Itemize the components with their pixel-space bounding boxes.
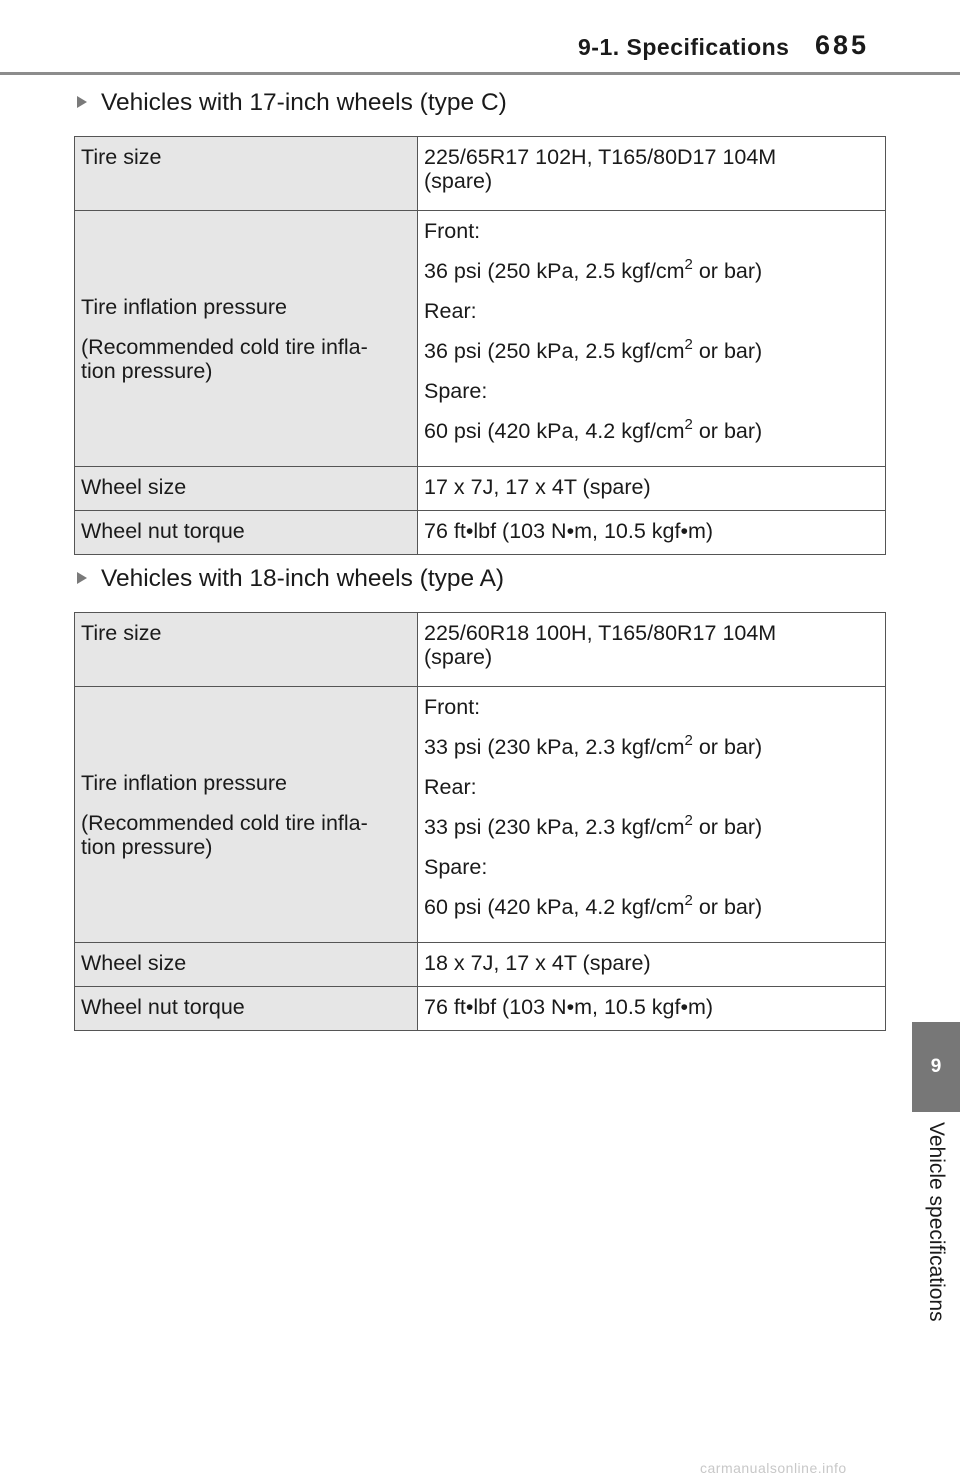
bullet-arrow-icon bbox=[77, 572, 87, 584]
table-row-wheel-nut-torque bbox=[75, 987, 886, 1031]
spare-pressure-value: 60 psi (420 kPa, 4.2 kgf/$cm^2$ or bar) bbox=[424, 416, 763, 443]
section-heading-18-inch: Vehicles with 18-inch wheels (type A) bbox=[77, 564, 504, 594]
torque-label-cell: Wheel nut torque bbox=[75, 987, 418, 1031]
wheel-size-value-cell: 18 x 7J, 17 x 4T (spare) bbox=[418, 943, 886, 987]
spec-table-17-inch bbox=[74, 136, 886, 555]
wheel-size-label-cell: Wheel size bbox=[75, 467, 418, 511]
tire-size-value-cell: 225/60R18 100H, T165/80R17 104M (spare) bbox=[418, 613, 886, 687]
tire-size-value-cell: 225/65R17 102H, T165/80D17 104M (spare) bbox=[418, 137, 886, 211]
chapter-label: Vehicle specifications bbox=[925, 1122, 948, 1322]
tire-size-label-cell: Tire size bbox=[75, 613, 418, 687]
torque-value-cell: 76 ft•lbf (103 N•m, 10.5 kgf•m) bbox=[418, 511, 886, 555]
spec-table-18-inch bbox=[74, 612, 886, 1031]
pressure-label-cell: Tire inflation pressure (Recommended cold tire infla- tion pressure) bbox=[75, 687, 418, 943]
pressure-label-cell: Tire inflation pressure (Recommended cold tire infla- tion pressure) bbox=[75, 211, 418, 467]
tire-size-label-cell: Tire size bbox=[75, 137, 418, 211]
table-row-tire-size bbox=[75, 613, 886, 687]
front-pressure-value: 36 psi (250 kPa, 2.5 kgf/$cm^2$ or bar) bbox=[424, 256, 763, 283]
table-row-tire-size bbox=[75, 137, 886, 211]
wheel-size-label-cell: Wheel size bbox=[75, 943, 418, 987]
watermark: carmanualsonline.info bbox=[700, 1460, 847, 1476]
rear-pressure-value: 33 psi (230 kPa, 2.3 kgf/$cm^2$ or bar) bbox=[424, 812, 763, 839]
torque-value-cell: 76 ft•lbf (103 N•m, 10.5 kgf•m) bbox=[418, 987, 886, 1031]
page-number: 685 bbox=[815, 30, 870, 60]
wheel-size-value-cell: 17 x 7J, 17 x 4T (spare) bbox=[418, 467, 886, 511]
table-row-inflation-pressure bbox=[75, 687, 886, 943]
table-row-wheel-nut-torque bbox=[75, 511, 886, 555]
spare-pressure-value: 60 psi (420 kPa, 4.2 kgf/$cm^2$ or bar) bbox=[424, 892, 763, 919]
section-title: 9-1. Specifications bbox=[578, 34, 790, 60]
pressure-value-cell: Front: 33 psi (230 kPa, 2.3 kgf/$cm^2$ or bar) Rear: 33 psi (230 kPa, 2.3 kgf/$cm^2$ or bar) Spare: 60 psi (420 kPa, 4.2 kgf/$cm^2$ or bar) bbox=[418, 687, 886, 943]
torque-label-cell: Wheel nut torque bbox=[75, 511, 418, 555]
front-pressure-value: 33 psi (230 kPa, 2.3 kgf/$cm^2$ or bar) bbox=[424, 732, 763, 759]
table-row-wheel-size bbox=[75, 467, 886, 511]
section-heading-17-inch: Vehicles with 17-inch wheels (type C) bbox=[77, 88, 507, 118]
page-header bbox=[0, 0, 960, 76]
bullet-arrow-icon bbox=[77, 96, 87, 108]
pressure-value-cell: Front: 36 psi (250 kPa, 2.5 kgf/$cm^2$ or bar) Rear: 36 psi (250 kPa, 2.5 kgf/$cm^2$ or bar) Spare: 60 psi (420 kPa, 4.2 kgf/$cm^2$ or bar) bbox=[418, 211, 886, 467]
rear-pressure-value: 36 psi (250 kPa, 2.5 kgf/$cm^2$ or bar) bbox=[424, 336, 763, 363]
chapter-number: 9 bbox=[930, 1056, 942, 1077]
chapter-tab bbox=[912, 1022, 960, 1112]
header-divider bbox=[0, 72, 960, 75]
table-row-inflation-pressure bbox=[75, 211, 886, 467]
table-row-wheel-size bbox=[75, 943, 886, 987]
